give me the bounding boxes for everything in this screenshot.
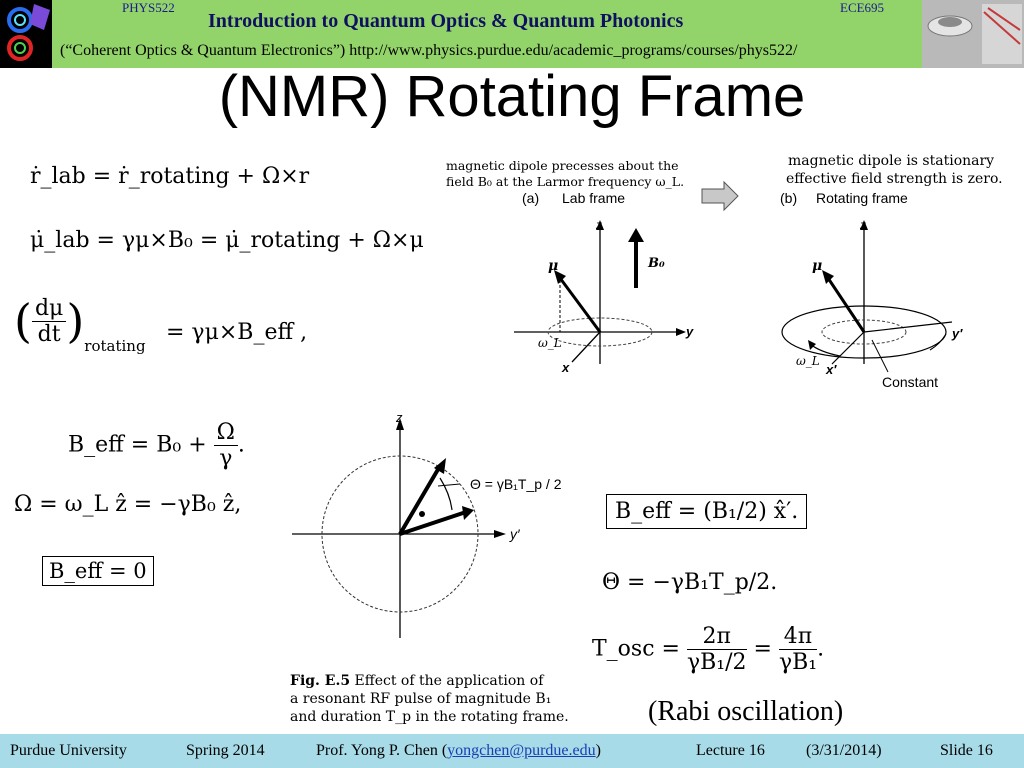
fig-a-title: Lab frame: [562, 190, 626, 206]
course-logo-left: [0, 0, 52, 68]
eq-mu-lab: μ̇_lab = γμ×B₀ = μ̇_rotating + Ω×μ: [30, 228, 424, 253]
footer-university: Purdue University: [10, 742, 127, 759]
fig-e5-axis-z: z: [396, 410, 403, 425]
fig-a-mu: μ: [548, 258, 559, 274]
footer-term: Spring 2014: [186, 742, 265, 759]
eq-tosc: [592, 624, 824, 675]
tosc-numerator-1: 2π: [687, 624, 747, 650]
fig-b-axis-x: x′: [826, 362, 837, 377]
slide-title: (NMR) Rotating Frame: [218, 64, 806, 129]
eq-beff: B_eff = B₀ + $\frac{\Omega}{\gamma}$ .: [68, 420, 245, 471]
footer-slide-number: Slide 16: [940, 742, 993, 759]
dmu-numerator: dμ: [32, 296, 66, 322]
eq-r-lab: ṙ_lab = ṙ_rotating + Ω×r: [30, 164, 310, 189]
tosc-denominator-1: γB₁/2: [686, 650, 747, 675]
fig-e5-caption-bold: Fig. E.5: [290, 673, 351, 689]
fig-a-axis-x: x: [562, 360, 570, 375]
lab-frame-diagram: [510, 214, 700, 380]
tosc-denominator-2: γB₁: [778, 650, 818, 675]
fig-a-axis-z: z: [596, 218, 602, 232]
fig-e5-caption: [290, 672, 569, 726]
footer-prof-prefix: Prof. Yong P. Chen (: [316, 742, 448, 759]
fig-a-caption-line1: magnetic dipole precesses about the: [446, 158, 679, 173]
course-logo-right: [922, 0, 1024, 68]
beff-numerator: Ω: [214, 420, 238, 446]
beff-lhs: B_eff = B₀ +: [68, 432, 207, 458]
course-code-right: ECE695: [840, 0, 885, 15]
footer-email-link[interactable]: yongchen@purdue.edu: [447, 742, 596, 759]
footer-lecture: Lecture 16: [696, 742, 765, 759]
course-subtitle: (“Coherent Optics & Quantum Electronics”) http://www.physics.purdue.edu/academic_programs/courses/phys522/: [60, 42, 798, 59]
eq-beff-zero: B_eff = 0: [42, 556, 154, 586]
photonic-device-icon: [922, 0, 1024, 68]
fig-a-label: (a): [522, 190, 540, 206]
beff-denominator: γ: [219, 446, 233, 471]
fig-e5-caption-line3: and duration T_p in the rotating frame.: [290, 709, 569, 725]
fig-b-mu: μ: [812, 258, 823, 274]
dmu-subscript: rotating: [84, 337, 146, 355]
eq-beff-x: B_eff = (B₁/2) x̂′.: [606, 494, 807, 529]
fig-b-constant: Constant: [882, 374, 939, 390]
fig-a-omega: ω_L: [538, 336, 562, 350]
frame-transition-arrow-icon: [700, 180, 742, 212]
fig-e5-axis-y: y′: [510, 526, 520, 542]
footer-prof-suffix: ): [595, 742, 601, 759]
eq-omega-def: Ω = ω_L ẑ = −γB₀ ẑ,: [14, 492, 242, 517]
fig-a-axis-y: y: [686, 324, 694, 339]
tosc-equals: =: [753, 636, 772, 662]
fig-b-caption-line1: magnetic dipole is stationary: [788, 153, 995, 169]
course-code-left: PHYS522: [122, 0, 175, 15]
footer-date: (3/31/2014): [806, 742, 882, 759]
fig-b-axis-y: y′: [952, 326, 963, 341]
dmu-denominator: dt: [37, 321, 61, 347]
fig-e5-caption-line1: Effect of the application of: [354, 673, 544, 689]
rings-logo-icon: [0, 0, 52, 68]
fig-a-caption-line2: field B₀ at the Larmor frequency ω_L.: [446, 174, 685, 189]
eq-theta: Θ = −γB₁T_p/2.: [602, 570, 778, 595]
rabi-oscillation-caption: (Rabi oscillation): [648, 696, 844, 727]
fig-b-label: (b): [780, 190, 798, 206]
tosc-numerator-2: 4π: [779, 624, 817, 650]
eq-dmu-dt: ( $\frac{d\mu}{dt}$ )$_{rotating}$: [14, 294, 146, 355]
fig-e5-theta-label: Θ = γB₁T_p / 2: [470, 476, 562, 492]
fig-b-title: Rotating frame: [816, 190, 908, 206]
tosc-lhs: T_osc =: [592, 636, 680, 662]
fig-b-omega: ω_L: [796, 354, 820, 368]
fig-e5-caption-line2: a resonant RF pulse of magnitude B₁: [290, 691, 552, 707]
rf-pulse-diagram: [290, 410, 520, 646]
course-title: Introduction to Quantum Optics & Quantum Photonics: [208, 10, 684, 32]
fig-b-axis-z: z: [860, 218, 866, 232]
fig-b-caption-line2: effective field strength is zero.: [786, 171, 1003, 187]
fig-a-b0: B₀: [648, 256, 665, 271]
footer-professor: [316, 742, 601, 760]
tosc-period: .: [817, 636, 825, 662]
dmu-rhs: = γμ×B_eff ,: [166, 320, 308, 345]
